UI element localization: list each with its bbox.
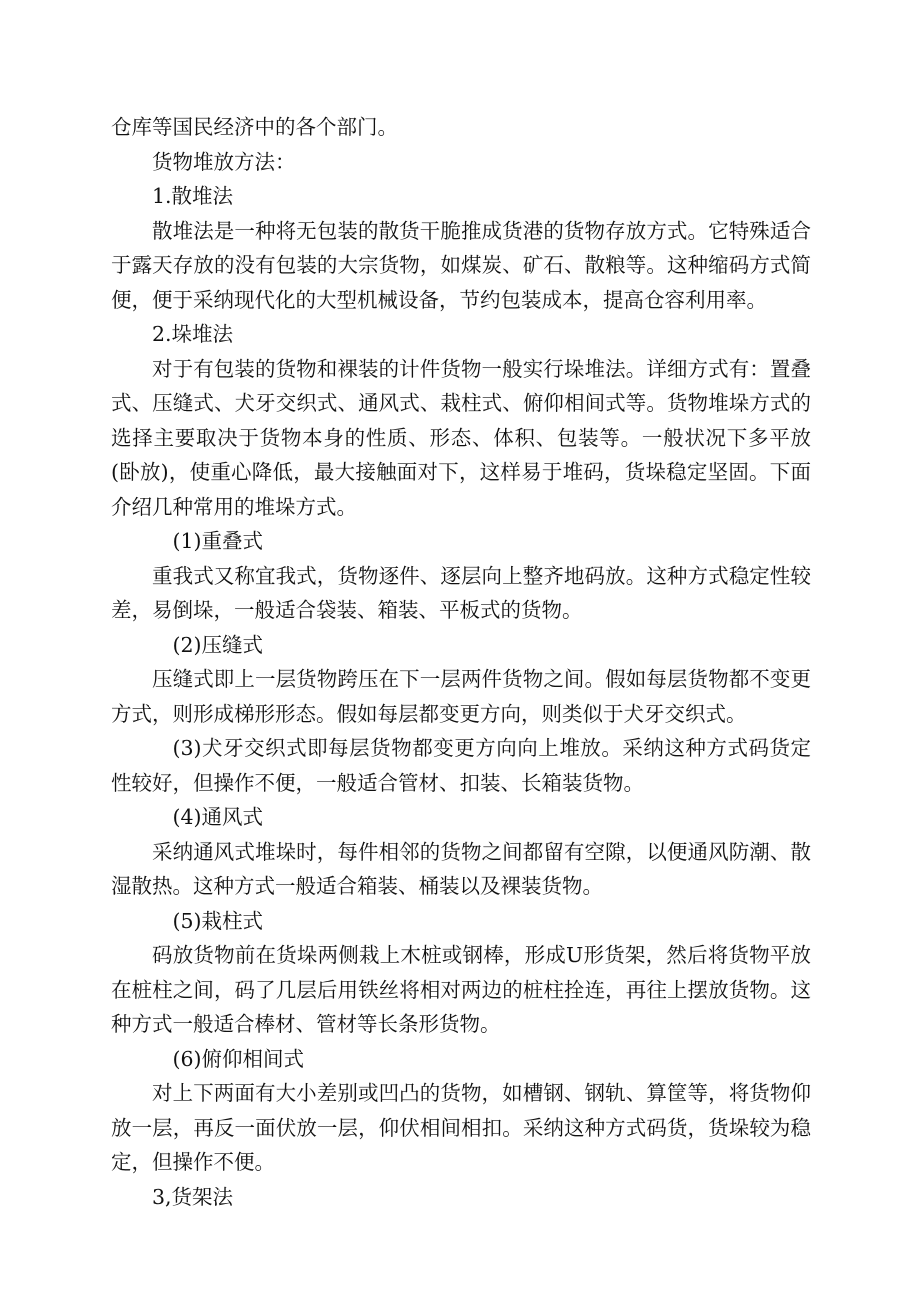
paragraph-overlap-style: 重我式又称宜我式，货物逐件、逐层向上整齐地码放。这种方式稳定性较差，易倒垛，一般适合袋装、箱装、平板式的货物。	[111, 563, 811, 622]
paragraph-intro-tail: 仓库等国民经济中的各个部门。	[111, 115, 398, 139]
heading-alternating-style: (6)俯仰相间式	[172, 1046, 305, 1071]
heading-shelf-method: 3,货架法	[152, 1184, 234, 1209]
paragraph-alternating-style: 对上下两面有大小差别或凹凸的货物，如槽钢、钢轨、算筐等，将货物仰放一层，再反一面伏放一层，仰伏相间相扣。采纳这种方式码货，货垛较为稳定，但操作不便。	[111, 1081, 811, 1174]
heading-post-style: (5)栽柱式	[172, 908, 264, 933]
heading-pile-stacking: 2.垛堆法	[152, 322, 234, 346]
paragraph-bulk-stacking: 散堆法是一种将无包装的散货干脆推成货港的货物存放方式。它特殊适合于露天存放的没有包装的大宗货物，如煤炭、矿石、散粮等。这种缩码方式简便，便于采纳现代化的大型机械设备，节约包装成本，提高仓容利用率。	[111, 218, 811, 312]
document-body	[111, 110, 811, 1214]
heading-bulk-stacking: 1.散堆法	[152, 184, 234, 208]
paragraph-pile-stacking: 对于有包装的货物和裸装的计件货物一般实行垛堆法。详细方式有：置叠式、压缝式、犬牙交织式、通风式、栽柱式、俯仰相间式等。货物堆垛方式的选择主要取决于货物本身的性质、形态、体积、包装等。一般状况下多平放(卧放)，使重心降低，最大接触面对下，这样易于堆码，货垛稳定坚固。下面介绍几种常用的堆垛方式。	[111, 356, 811, 519]
paragraph-staggered-style: 压缝式即上一层货物跨压在下一层两件货物之间。假如每层货物都不变更方式，则形成梯形形态。假如每层都变更方向，则类似于犬牙交织式。	[111, 667, 811, 726]
paragraph-post-style: 码放货物前在货垛两侧栽上木桩或钢棒，形成U形货架，然后将货物平放在桩柱之间，码了几层后用铁丝将相对两边的桩柱拴连，再往上摆放货物。这种方式一般适合棒材、管材等长条形货物。	[111, 943, 811, 1036]
heading-overlap-style: (1)重叠式	[172, 529, 264, 553]
heading-staggered-style: (2)压缝式	[172, 632, 264, 657]
paragraph-interlocked-style: (3)犬牙交织式即每层货物都变更方向向上堆放。采纳这种方式码货定性较好，但操作不便，一般适合管材、扣装、长箱装货物。	[111, 736, 811, 795]
heading-ventilated-style: (4)通风式	[172, 805, 264, 829]
heading-stacking-methods: 货物堆放方法：	[152, 149, 296, 174]
paragraph-ventilated-style: 采纳通风式堆垛时，每件相邻的货物之间都留有空隙，以便通风防潮、散湿散热。这种方式一般适合箱装、桶装以及裸装货物。	[111, 839, 811, 898]
